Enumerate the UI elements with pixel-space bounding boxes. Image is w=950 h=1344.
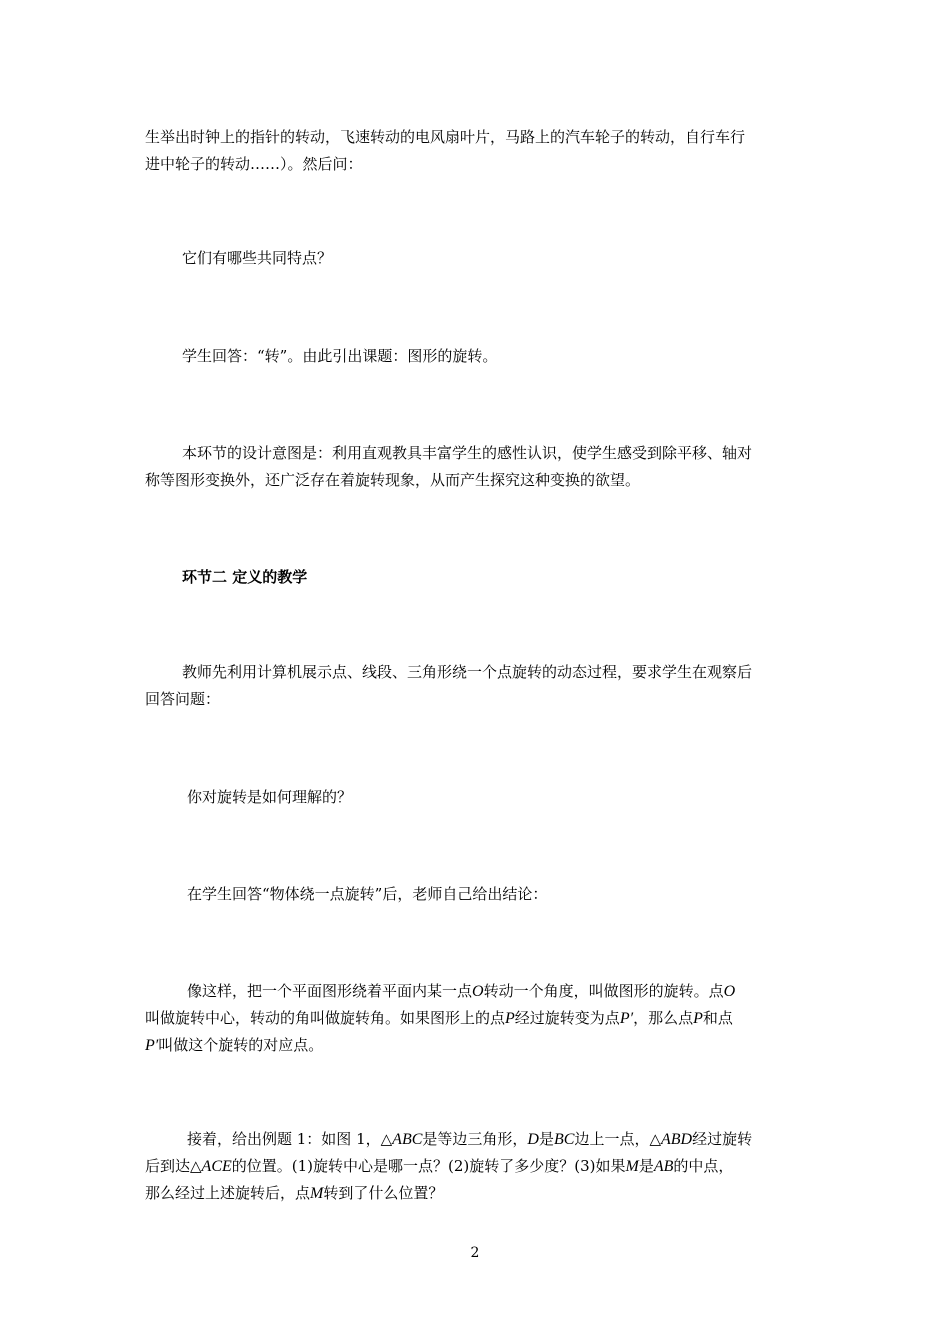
- paragraph-question: 它们有哪些共同特点？: [182, 249, 333, 267]
- text-line: 生举出时钟上的指针的转动，飞速转动的电风扇叶片，马路上的汽车轮子的转动，自行车行: [145, 128, 746, 146]
- section-heading: 环节二 定义的教学: [182, 568, 308, 586]
- text-line: 像这样，把一个平面图形绕着平面内某一点O转动一个角度，叫做图形的旋转。点O: [187, 982, 736, 1000]
- paragraph-prompt: 你对旋转是如何理解的？: [187, 788, 353, 806]
- paragraph-conclusion-intro: 在学生回答“物体绕一点旋转”后，老师自己给出结论：: [187, 885, 548, 903]
- text-line: 回答问题：: [145, 690, 221, 708]
- text-line: P′叫做这个旋转的对应点。: [145, 1036, 324, 1054]
- text-line: 叫做旋转中心，转动的角叫做旋转角。如果图形上的点P经过旋转变为点P′，那么点P和点: [145, 1009, 733, 1027]
- paragraph-examples: [145, 124, 810, 178]
- paragraph-answer: 学生回答：“转”。由此引出课题：图形的旋转。: [182, 347, 498, 365]
- paragraph-example-problem: [145, 1126, 810, 1207]
- paragraph-definition: [145, 978, 810, 1059]
- paragraph-design-intent: [145, 440, 810, 494]
- page-number: 2: [470, 1245, 480, 1261]
- text-line: 本环节的设计意图是：利用直观教具丰富学生的感性认识，使学生感受到除平移、轴对: [182, 444, 753, 462]
- text-line: 那么经过上述旋转后，点M转到了什么位置？: [145, 1184, 444, 1202]
- paragraph-teacher-demo: [145, 659, 810, 713]
- text-line: 后到达△ACE的位置。(1)旋转中心是哪一点？(2)旋转了多少度？(3)如果M是AB的中点，: [145, 1157, 734, 1175]
- text-line: 接着，给出例题 1：如图 1，△ABC是等边三角形，D是BC边上一点，△ABD经过旋转: [187, 1130, 753, 1148]
- text-line: 称等图形变换外，还广泛存在着旋转现象，从而产生探究这种变换的欲望。: [145, 471, 641, 489]
- text-line: 教师先利用计算机展示点、线段、三角形绕一个点旋转的动态过程，要求学生在观察后: [182, 663, 753, 681]
- text-line: 进中轮子的转动……）。然后问：: [145, 155, 363, 173]
